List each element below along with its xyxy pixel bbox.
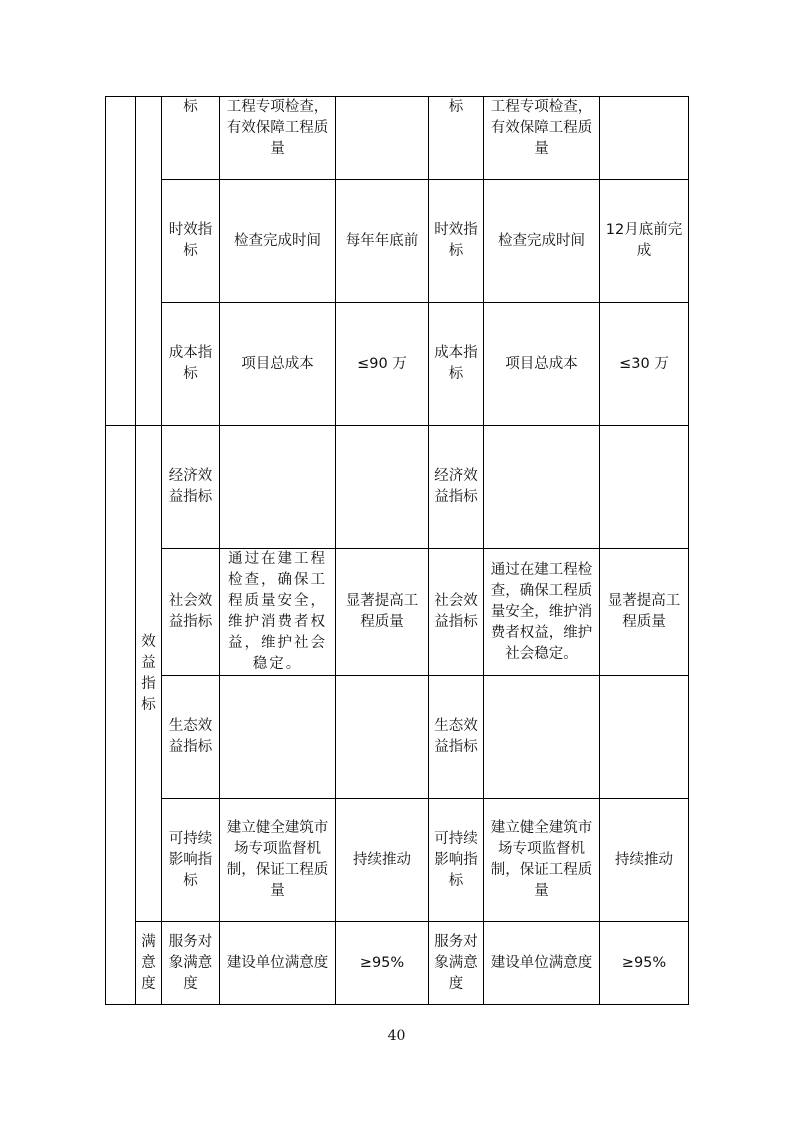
indicator-content-a: 工程专项检查，有效保障工程质量	[220, 97, 336, 180]
table-row-timeliness	[106, 180, 689, 303]
indicator-name-a: 生态效益指标	[162, 676, 220, 799]
page-number: 40	[387, 1028, 406, 1044]
indicator-content-b: 工程专项检查，有效保障工程质量	[484, 97, 600, 180]
indicator-content-b: 建设单位满意度	[484, 922, 600, 1005]
indicator-target-a: 每年年底前	[336, 180, 429, 303]
table-row-economic	[106, 426, 689, 549]
indicator-name-b: 时效指标	[429, 180, 484, 303]
indicator-name-b: 服务对象满意度	[429, 922, 484, 1005]
indicator-target-b	[600, 97, 689, 180]
indicator-name-a: 社会效益指标	[162, 549, 220, 676]
indicator-target-b	[600, 426, 689, 549]
table-row-cost	[106, 303, 689, 426]
left-margin-cell	[106, 426, 136, 1005]
indicator-content-a	[220, 676, 336, 799]
indicator-name-a: 成本指标	[162, 303, 220, 426]
indicator-content-b: 通过在建工程检查，确保工程质量安全，维护消费者权益，维护社会稳定。	[484, 549, 600, 676]
indicator-target-a: 持续推动	[336, 799, 429, 922]
indicator-content-b	[484, 676, 600, 799]
indicator-target-b: 12月底前完成	[600, 180, 689, 303]
group-satisfaction: 满意度	[136, 922, 162, 1005]
indicator-name-b: 可持续影响指标	[429, 799, 484, 922]
indicator-name-a: 可持续影响指标	[162, 799, 220, 922]
indicator-name-b: 标	[429, 97, 484, 180]
indicator-target-b: ≤30 万	[600, 303, 689, 426]
table-row-sustainable	[106, 799, 689, 922]
indicator-content-a: 建立健全建筑市场专项监督机制，保证工程质量	[220, 799, 336, 922]
indicator-name-a: 时效指标	[162, 180, 220, 303]
indicator-target-a	[336, 676, 429, 799]
indicator-target-a	[336, 97, 429, 180]
indicator-name-a: 经济效益指标	[162, 426, 220, 549]
indicator-target-b	[600, 676, 689, 799]
left-margin-cell	[106, 97, 136, 426]
indicator-target-a: ≥95%	[336, 922, 429, 1005]
output-group-cell	[136, 97, 162, 426]
indicator-content-a: 建设单位满意度	[220, 922, 336, 1005]
indicator-name-b: 社会效益指标	[429, 549, 484, 676]
indicator-target-b: ≥95%	[600, 922, 689, 1005]
indicator-target-b: 显著提高工程质量	[600, 549, 689, 676]
table-row-ecological	[106, 676, 689, 799]
indicator-content-b: 建立健全建筑市场专项监督机制，保证工程质量	[484, 799, 600, 922]
table-row-satisfaction	[106, 922, 689, 1005]
indicator-target-b: 持续推动	[600, 799, 689, 922]
indicator-content-b: 项目总成本	[484, 303, 600, 426]
indicator-content-a: 项目总成本	[220, 303, 336, 426]
table-row-social	[106, 549, 689, 676]
indicator-content-b: 检查完成时间	[484, 180, 600, 303]
indicator-name-a: 服务对象满意度	[162, 922, 220, 1005]
indicator-target-a: ≤90 万	[336, 303, 429, 426]
indicator-content-a: 检查完成时间	[220, 180, 336, 303]
indicator-target-a	[336, 426, 429, 549]
indicator-name-b: 经济效益指标	[429, 426, 484, 549]
indicator-content-a: 通过在建工程检查，确保工程质量安全，维护消费者权益，维护社会稳定。	[220, 549, 336, 676]
table-row-quality	[106, 97, 689, 180]
indicator-name-a: 标	[162, 97, 220, 180]
indicator-name-b: 生态效益指标	[429, 676, 484, 799]
performance-indicator-table	[105, 96, 689, 1005]
indicator-target-a: 显著提高工程质量	[336, 549, 429, 676]
indicator-content-a	[220, 426, 336, 549]
group-benefit: 效益指标	[136, 426, 162, 922]
indicator-name-b: 成本指标	[429, 303, 484, 426]
indicator-content-b	[484, 426, 600, 549]
